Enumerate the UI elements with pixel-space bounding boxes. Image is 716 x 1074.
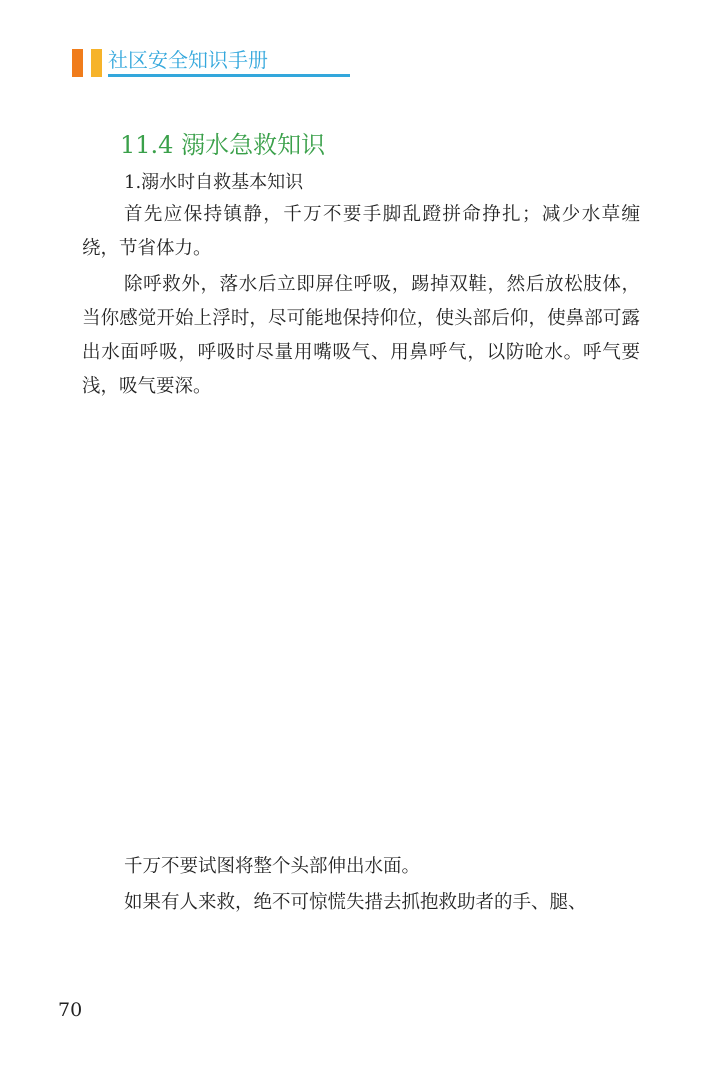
paragraph-rescuer: 如果有人来救，绝不可惊慌失措去抓抱救助者的手、腿、: [124, 892, 587, 913]
yellow-bar-decoration: [91, 49, 102, 77]
book-title: 社区安全知识手册: [108, 48, 268, 72]
page-number: 70: [58, 999, 83, 1021]
orange-bar-decoration: [72, 49, 83, 77]
section-heading: 11.4 溺水急救知识: [120, 131, 326, 159]
paragraph-floating-breathing: 除呼救外，落水后立即屏住呼吸，踢掉双鞋，然后放松肢体，当你感觉开始上浮时，尽可能地保持仰位，使头部后仰，使鼻部可露出水面呼吸，呼吸时尽量用嘴吸气、用鼻呼气，以防呛水。呼气要浅，吸气要深。: [82, 274, 640, 397]
paragraph-head-above-water: 千万不要试图将整个头部伸出水面。: [124, 856, 421, 877]
paragraph-stay-calm: 首先应保持镇静，千万不要手脚乱蹬拼命挣扎；减少水草缠绕，节省体力。: [82, 204, 640, 259]
subsection-heading: 1.溺水时自救基本知识: [124, 172, 304, 193]
title-underline: [108, 74, 350, 77]
